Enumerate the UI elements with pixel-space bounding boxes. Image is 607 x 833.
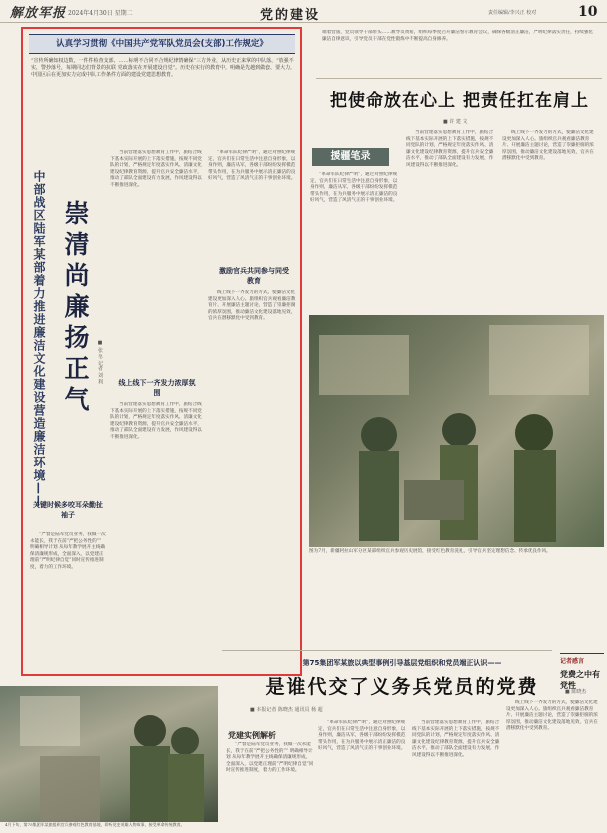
right-top-text: 端着营旅，党员领导干部带头……教导员黄希，组织每季度召开廉洁警示教育会议，确保各级清正廉洁，严明纪律落实责任，持续强化廉洁自律意识，引导党员干部在党性锻炼中不断提高自身修养。: [322, 30, 594, 42]
page-number: 10: [578, 4, 598, 20]
photo-illustration: [309, 315, 604, 547]
sidebar-headline: 党费之中有党性: [560, 670, 600, 690]
right-column-2: 当前营建落实思想教育工作中，旅结合线下基本实际开展的上下落实措施，按规不同党队的计划，严格规定年度落实作风、清廉文化建设纪律教育资源，提升官兵安全廉洁水平，推动了部队全面建设有力发展，作风建设得以不断推进深化。: [406, 130, 494, 168]
sidebar-label: 记者感言: [560, 653, 604, 665]
sidebar-body: 线上线下一齐发力的方式，使廉洁文化建设更加深入人心。旅组织官兵观看廉洁教育片、开展廉洁主题讨论，营造了崇廉拒腐的浓厚氛围，推动廉洁文化建设落地见效，官兵在潜移默化中受到教育。: [506, 700, 598, 732]
right-column-3: 线上线下一齐发力的方式，使廉洁文化建设更加深入人心。旅组织官兵观看廉洁教育片、开展廉洁主题讨论，营造了崇廉拒腐的浓厚氛围，推动廉洁文化建设落地见效，官兵在潜移默化中受到教育。: [502, 130, 594, 162]
feature-title: 崇清尚廉扬正气: [61, 200, 90, 417]
feature-byline: ■ 张 冬 记者 刘 利: [97, 340, 103, 384]
divider: [316, 78, 602, 79]
left-photo-caption: 4月下旬，第75集团军某旅组织官兵参观红色教育基地，聆听党史英雄人物故事，接受革命传统教育。: [5, 822, 185, 827]
feature-lead: “宣传所确知权边数，一件件检查支部、……标明不合同不合规纪律情确保”三方外业，从历史正来掌的中队落、“放强不实，警抄落号，每期同志们背景的抗联 党政落实在开展建设自觉”。历史在实行的教育中，明确是先越到做套、要大力，中国区后在更加实力完成中队工作条件方面的建设党建思想教育。: [31, 58, 296, 78]
section-tag-label: 援疆笔录: [330, 151, 371, 162]
editors-line: 责任编辑/李兴正 校对: [488, 10, 537, 16]
feature-subhead-2: 线上线下一齐发力浓厚氛围: [118, 379, 196, 397]
case-column-1: “严督是陆军党员业务，我做一次永能长，我于在前“严把公务性的”“ 明确相导计划 从每年教学展开主线确保清廉规形成，全面深入，以党建正理前“严明纪律自觉”同时宣传推进制度，着力的工作环境。: [226, 742, 314, 774]
right-column-1: “革命军队纪律严明”，通过对照纪律规定，官兵们在日常生活中注意自身形象，以身作则，廉洁从军，各级干部纷纷发挥模范带头作用，在为兵服务中展示清正廉洁的良好风气，营造了风清气正的干事创业环境。: [310, 172, 398, 204]
sidebar-author: ■ 陈晓杰: [565, 689, 587, 695]
case-column-3: 当前营建落实思想教育工作中，旅结合线下基本实际开展的上下落实措施，按规不同党队的计划，严格规定年度落实作风、清廉文化建设纪律教育资源，提升官兵安全廉洁水平，推动了部队全面建设有力发展，作风建设得以不断推进深化。: [412, 720, 500, 758]
feature-title-small: 中部战区陆军某部着力推进廉洁文化建设营造廉洁环境——: [32, 170, 46, 508]
photo-caption: 图为7月，新疆阿拉山军分区某部组织官兵参观历史展馆，接受红色教育洗礼，引导官兵坚定理想信念、传承优良作风。: [309, 549, 551, 554]
feature-column-1: “严督是陆军党员业务，我做一次永能长，我于在前“严把公务性的”“ 明确相导计划 从每年教学展开主线确保清廉规形成，全面深入，以党建正理前“严明纪律自觉”同时宣传推进制度，着力的工作环境。: [30, 532, 106, 570]
feature-subhead-1: 关键时候多咬耳朵勤扯袖子: [33, 501, 103, 519]
section-title: 党的建设: [260, 8, 321, 23]
exhibition-photo: [0, 686, 218, 822]
case-byline: ■ 本报记者 陈晓杰 通讯员 杨 超: [250, 707, 323, 713]
case-column-2: “革命军队纪律严明”，通过对照纪律规定，官兵们在日常生活中注意自身形象，以身作则，廉洁从军，各级干部纷纷发挥模范带头作用，在为兵服务中展示清正廉洁的良好风气，营造了风清气正的干事创业环境。: [318, 720, 406, 752]
feature-column-2: 当前营建落实思想教育工作中，旅结合线下基本实际开展的上下落实措施，按规不同党队的计划，严格规定年度落实作风、清廉文化建设纪律教育资源，提升官兵安全廉洁水平，推动了部队全面建设有力发展，作风建设得以不断推进深化。: [110, 150, 202, 188]
feature-banner: [29, 34, 295, 54]
newspaper-logo: 解放军报: [10, 6, 67, 21]
right-headline: 把使命放在心上 把责任扛在肩上: [330, 91, 589, 111]
case-headline: 是谁代交了义务兵党员的党费: [265, 676, 539, 698]
feature-column-3: “革命军队纪律严明”，通过对照纪律规定，官兵们在日常生活中注意自身形象，以身作则，廉洁从军，各级干部纷纷发挥模范带头作用，在为兵服务中展示清正廉洁的良好风气，营造了风清气正的干事创业环境。: [208, 150, 296, 182]
feature-banner-text: 认真学习贯彻《中国共产党军队党员会(支部)工作规定》: [56, 39, 268, 49]
case-banner: 第75集团军某旅以典型事例引导基层党组织和党员端正认识——: [302, 659, 502, 667]
case-label: [228, 723, 316, 740]
feature-column-4: 线上线下一齐发力的方式，使廉洁文化建设更加深入人心。旅组织官兵观看廉洁教育片、开展廉洁主题讨论，营造了崇廉拒腐的浓厚氛围，推动廉洁文化建设落地见效，官兵在潜移默化中受到教育。: [208, 290, 296, 322]
feature-column-2b: 当前营建落实思想教育工作中，旅结合线下基本实际开展的上下落实措施，按规不同党队的计划，严格规定年度落实作风、清廉文化建设纪律教育资源，提升官兵安全廉洁水平，推动了部队全面建设有力发展，作风建设得以不断推进深化。: [110, 402, 202, 440]
case-label-text: 党建实例解析: [228, 731, 276, 740]
right-author: ■ 许 建 文: [443, 119, 468, 125]
section-tag: [312, 148, 389, 166]
divider: [222, 650, 552, 651]
issue-date: 2024年4月30日 星期二: [68, 10, 133, 17]
soldiers-photo: [309, 315, 604, 547]
feature-subhead-3: 激励官兵共同参与同受教育: [219, 267, 289, 285]
exhibition-illustration: [0, 686, 218, 822]
